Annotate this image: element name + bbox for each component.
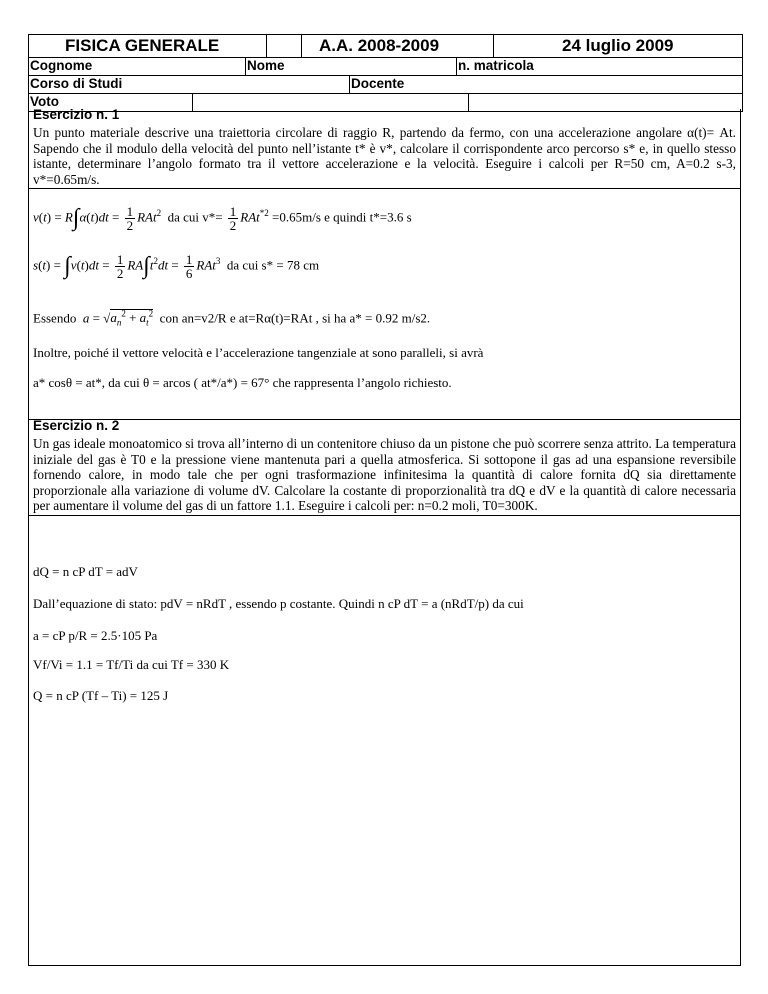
ex1-title: Esercizio n. 1 <box>33 107 120 122</box>
ex1-essendo: Essendo <box>33 310 77 326</box>
course-title: FISICA GENERALE <box>65 36 220 55</box>
docente-label: Docente <box>351 76 405 91</box>
ex2-line1: dQ = n cP dT = adV <box>33 564 138 579</box>
ex1-conclusion: a* cosθ = at*, da cui θ = arcos ( at*/a*) = 67° che rappresenta l’angolo richiesto. <box>33 375 452 390</box>
ex2-line2: Dall’equazione di stato: pdV = nRdT , essendo p costante. Quindi n cP dT = a (nRdT/p) da cui <box>33 596 524 611</box>
ex1-acceleration-line: Essendo $a = √a_n^2 + a_t^2$ con an=v2/R e at=Rα(t)=RAt , si ha a* = 0.92 m/s2. <box>33 309 431 328</box>
surname-label: Cognome <box>30 58 93 73</box>
voto-label: Voto <box>30 94 59 109</box>
ex2-line5: Q = n cP (Tf – Ti) = 125 J <box>33 688 169 703</box>
ex1-arc-equation: s(t) = ∫v(t)dt = $\frac{1}{2}$ $RA\int t^2dt$ = $\frac{1}{6}$ RAt$^3$ da cui s* = 78 cm <box>33 252 320 281</box>
ex2-line3: a = cP p/R = 2.5·105 Pa <box>33 628 158 643</box>
ex2-line4: Vf/Vi = 1.1 = Tf/Ti da cui Tf = 330 K <box>33 657 230 672</box>
header-title-row <box>29 35 742 57</box>
ex1-eq2-tail: da cui s* = 78 cm <box>226 257 320 273</box>
ex1-a-tail: con an=v2/R e at=Rα(t)=RAt , si ha a* = 0.92 m/s2. <box>159 310 431 326</box>
header-row-names <box>29 57 742 75</box>
ex2-text: Un gas ideale monoatomico si trova all’interno di un contenitore chiuso da un pistone che può scorrere senza attrito. La temperatura iniziale del gas è T0 e la pressione viene mantenuta pari a quella atmosferica. Si sottopone il gas ad una espansione reversibile fornendo calore, in modo tale che per ogni trasformazione infinitesima la quantità di calore fornita dQ sia direttamente proporzionale alla variazione di volume dV. Calcolare la costante di proporzionalità tra dQ e dV e la quantità di calore necessaria per aumentare il volume del gas di un fattore 1.1. Eseguire i calcoli per: n=0.2 moli, T0=300K. <box>33 436 736 514</box>
matricola-label: n. matricola <box>458 58 534 73</box>
ex1-eq1-tail: da cui v*= <box>167 209 223 225</box>
ex1-inoltre: Inoltre, poiché il vettore velocità e l’accelerazione tangenziale at sono paralleli, si avrà <box>33 345 484 360</box>
corso-label: Corso di Studi <box>30 76 123 91</box>
exam-date: 24 luglio 2009 <box>562 36 674 55</box>
ex2-statement-box <box>28 419 741 516</box>
ex1-eq1-result: =0.65m/s e quindi t*=3.6 s <box>272 209 412 225</box>
header-row-course <box>29 75 742 93</box>
ex2-solution-box <box>28 515 741 966</box>
ex1-solution-box <box>28 188 741 420</box>
ex1-text: Un punto materiale descrive una traiettoria circolare di raggio R, partendo da fermo, con una accelerazione angolare α(t)= At. Sapendo che il modulo della velocità del punto nell’istante t* è v*, calcolare il corrispondente arco percorso s* e, in quello stesso istante, determinare l’angolo formato tra il vettore accelerazione e la velocità. Eseguire i calcoli per R=50 cm, A=0.2 s-3, v*=0.65m/s. <box>33 125 736 187</box>
header-table <box>28 34 743 112</box>
ex1-velocity-equation: v(t) = R∫α(t)dt = $\frac{1}{2}$ RAt$^2$ da cui v*= $\frac{1}{2}$ RAt$^{*2}$ =0.65m/s e quindi t*=3.6 s <box>33 204 412 233</box>
name-label: Nome <box>247 58 285 73</box>
ex1-statement-box <box>28 109 741 189</box>
ex2-title: Esercizio n. 2 <box>33 418 120 433</box>
academic-year: A.A. 2008-2009 <box>319 36 440 55</box>
